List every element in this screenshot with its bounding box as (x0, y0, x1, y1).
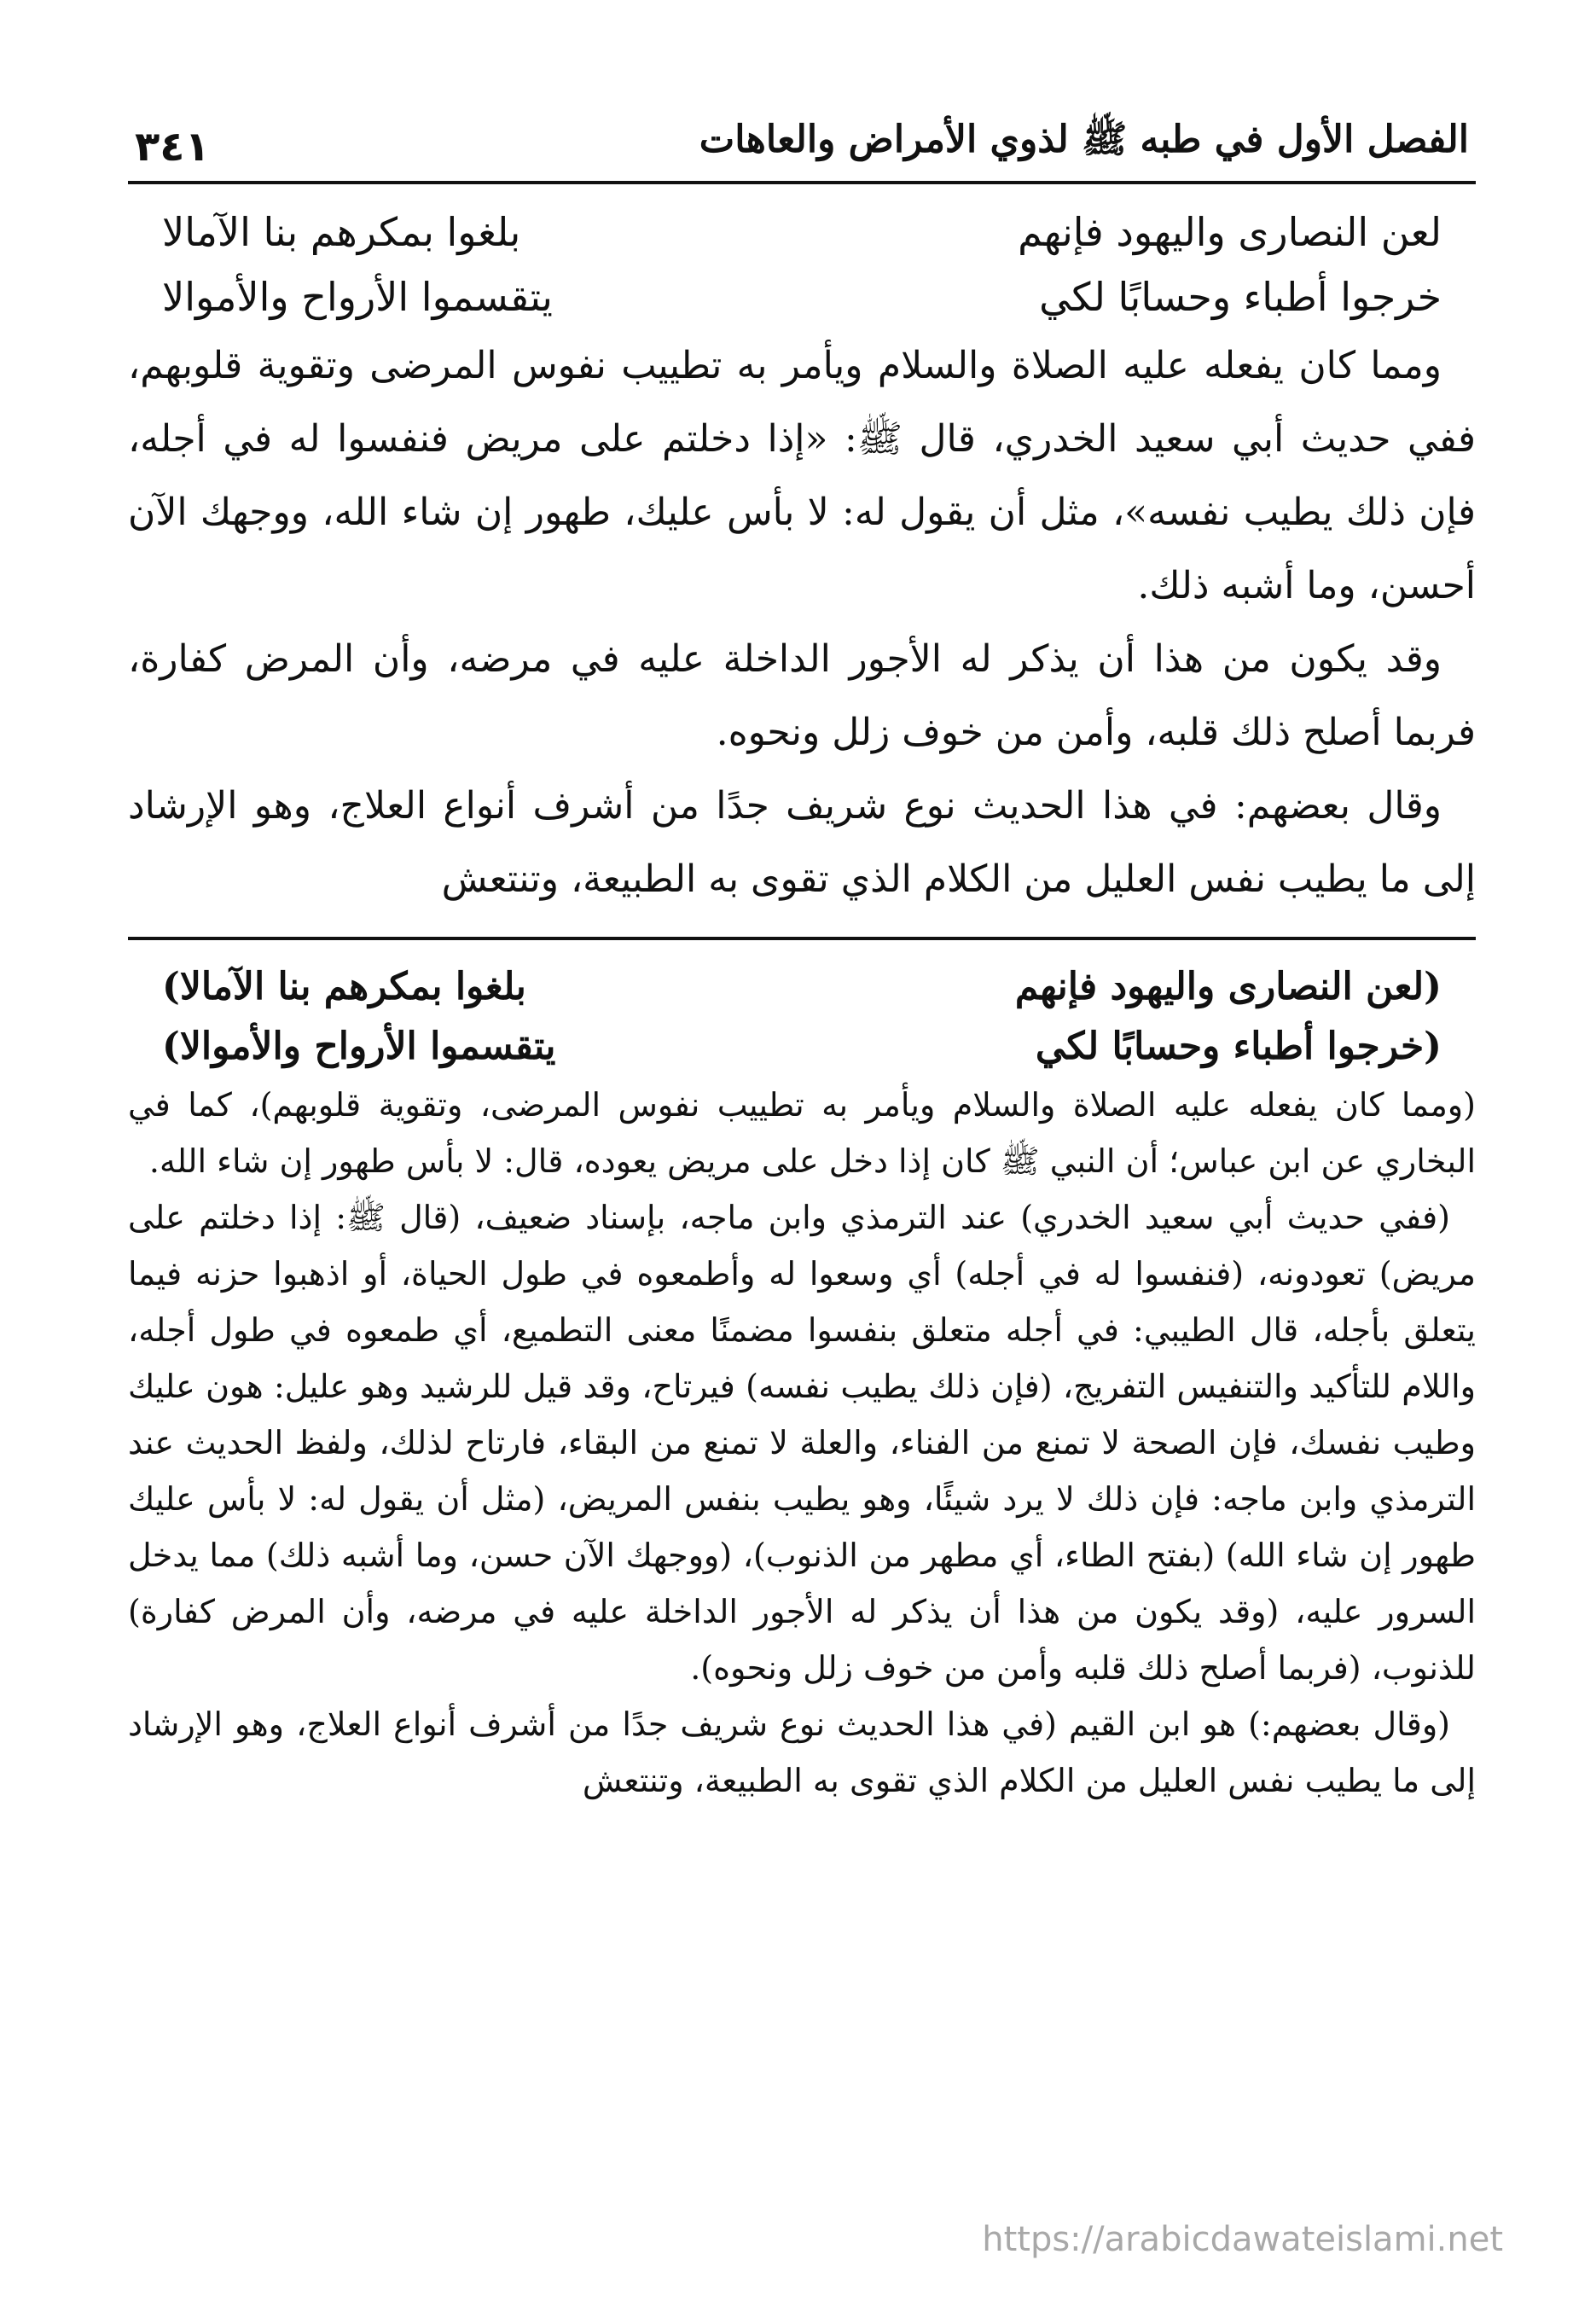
verse-second-hemistich: يتقسموا الأرواح والأموالا) (162, 1025, 556, 1068)
verse-line (128, 200, 1476, 264)
verse-first-hemistich: لعن النصارى واليهود فإنهم (1018, 209, 1442, 255)
commentary-verse-line (128, 1017, 1476, 1077)
commentary-paragraph: (ففي حديث أبي سعيد الخدري) عند الترمذي وابن ماجه، بإسناد ضعيف، (قال ﷺ: إذا دخلتم على مريض) تعودونه، (فنفسوا له في أجله) أي وسعوا له وأطمعوه في طول الحياة، أو اذهبوا حزنه فيما يتعلق بأجله، قال الطيبي: في أجله متعلق بنفسوا مضمنًا معنى التطميع، أي طمعوه في طول أجله، واللام للتأكيد والتنفيس التفريج، (فإن ذلك يطيب نفسه) فيرتاح، وقد قيل للرشيد وهو عليل: هون عليك وطيب نفسك، فإن الصحة لا تمنع من الفناء، والعلة لا تمنع من البقاء، فارتاح لذلك، ولفظ الحديث عند الترمذي وابن ماجه: فإن ذلك لا يرد شيئًا، وهو يطيب بنفس المريض، (مثل أن يقول له: لا بأس عليك طهور إن شاء الله) (بفتح الطاء، أي مطهر من الذنوب)، (ووجهك الآن حسن، وما أشبه ذلك) مما يدخل السرور عليه، (وقد يكون من هذا أن يذكر له الأجور الداخلة عليه في مرضه، وأن المرض كفارة) للذنوب، (فربما أصلح ذلك قلبه وأمن من خوف زلل ونحوه). (128, 1199, 1476, 1687)
main-paragraph: ومما كان يفعله عليه الصلاة والسلام ويأمر به تطييب نفوس المرضى وتقوية قلوبهم، ففي حديث أبي سعيد الخدري، قال ﷺ: «إذا دخلتم على مريض فنفسوا له في أجله، فإن ذلك يطيب نفسه»، مثل أن يقول له: لا بأس عليك، طهور إن شاء الله، ووجهك الآن أحسن، وما أشبه ذلك. (128, 344, 1476, 607)
commentary-text (128, 957, 1476, 1809)
verse-second-hemistich: يتقسموا الأرواح والأموالا (162, 274, 553, 320)
verse-first-hemistich: خرجوا أطباء وحسابًا لكي (1039, 274, 1442, 320)
main-paragraph: وقد يكون من هذا أن يذكر له الأجور الداخلة عليه في مرضه، وأن المرض كفارة، فربما أصلح ذلك قلبه، وأمن من خوف زلل ونحوه. (128, 637, 1476, 754)
commentary-paragraph: (ومما كان يفعله عليه الصلاة والسلام ويأمر به تطييب نفوس المرضى، وتقوية قلوبهم)، كما في البخاري عن ابن عباس؛ أن النبي ﷺ كان إذا دخل على مريض يعوده، قال: لا بأس طهور إن شاء الله. (128, 1086, 1476, 1180)
commentary-paragraph: (وقال بعضهم:) هو ابن القيم (في هذا الحديث نوع شريف جدًا من أشرف أنواع العلاج، وهو الإرشاد إلى ما يطيب نفس العليل من الكلام الذي تقوى به الطبيعة، وتنتعش (128, 1705, 1476, 1799)
verse-first-hemistich: (خرجوا أطباء وحسابًا لكي (1035, 1025, 1442, 1068)
main-paragraph: وقال بعضهم: في هذا الحديث نوع شريف جدًا من أشرف أنواع العلاج، وهو الإرشاد إلى ما يطيب نفس العليل من الكلام الذي تقوى به الطبيعة، وتنتعش (128, 784, 1476, 901)
verse-second-hemistich: بلغوا بمكرهم بنا الآمالا (162, 209, 521, 255)
main-text (128, 184, 1476, 916)
watermark-url: https://arabicdawateislami.net (982, 2220, 1503, 2259)
commentary-separator (128, 937, 1476, 940)
commentary-verse-line (128, 957, 1476, 1017)
verse-first-hemistich: (لعن النصارى واليهود فإنهم (1014, 965, 1442, 1008)
book-page (128, 94, 1476, 2278)
running-header (128, 94, 1476, 171)
verse-line (128, 264, 1476, 329)
verse-second-hemistich: بلغوا بمكرهم بنا الآمالا) (162, 965, 526, 1008)
chapter-title: الفصل الأول في طبه ﷺ لذوي الأمراض والعاهات (699, 118, 1469, 161)
page-number: ٣٤١ (135, 123, 210, 171)
